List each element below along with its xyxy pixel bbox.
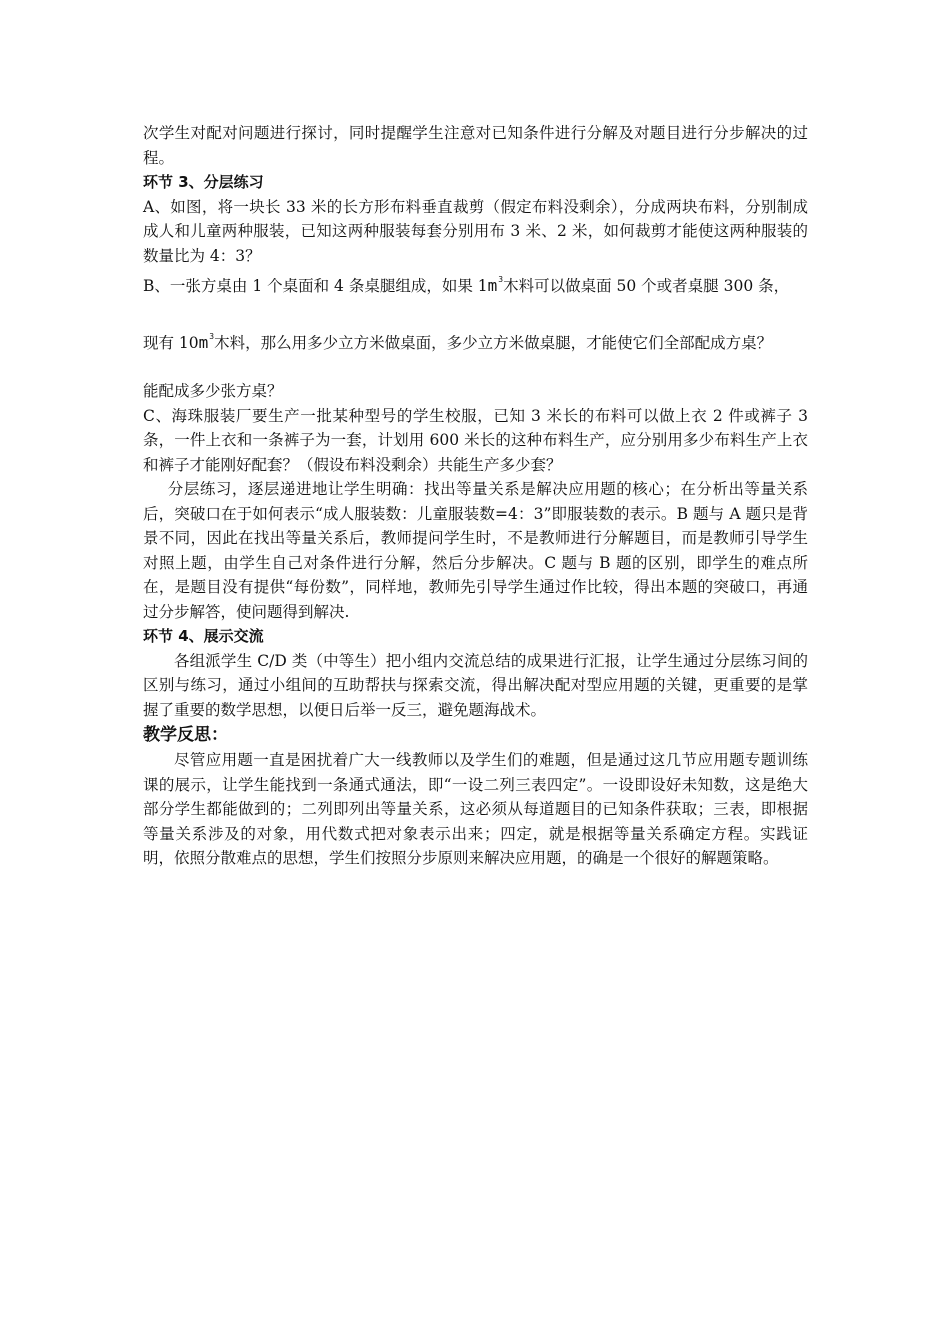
reflection-body: 尽管应用题一直是困扰着广大一线教师以及学生们的难题，但是通过这几节应用题专题训练课的展示，让学生能找到一条通式通法，即“一设二列三表四定”。一设即设好未知数，这是绝大部分学生都能做到的；二列即列出等量关系，这必须从每道题目的已知条件获取；三表，即根据等量关系涉及的对象，用代数式把对象表示出来；四定，就是根据等量关系确定方程。实践证明，依照分散难点的思想，学生们按照分步原则来解决应用题，的确是一个很好的解题策略。 [143, 751, 808, 867]
section-3-heading: 环节 3、分层练习 [143, 173, 264, 191]
document-page [143, 121, 808, 871]
problem-b-text-1: B、一张方桌由 1 个桌面和 4 条桌腿组成，如果 1 [143, 277, 488, 295]
problem-b-text-3: 现有 10 [143, 333, 199, 352]
problem-b-paragraph-cont [143, 325, 808, 356]
section-4-body: 各组派学生 C/D 类（中等生）把小组内交流总结的成果进行汇报，让学生通过分层练习间的区别与练习，通过小组间的互助帮扶与探索交流，得出解决配对型应用题的关键，更重要的是掌握了重要的数学思想，以便日后举一反三，避免题海战术。 [143, 651, 808, 719]
problem-c-paragraph: C、海珠服装厂要生产一批某种型号的学生校服，已知 3 米长的布料可以做上衣 2 件或裤子 3 条，一件上衣和一条裤子为一套，计划用 600 米长的这种布料生产，应分别用多少布料生产上衣和裤子才能刚好配套？（假设布料没剩余）共能生产多少套？ [143, 406, 808, 474]
problem-b-text-2: 木料可以做桌面 50 个或者桌腿 300 条， [503, 277, 790, 295]
cubic-meter-unit: $m^3$ [487, 275, 504, 295]
problem-b-text-4: 木料，那么用多少立方米做桌面，多少立方米做桌腿，才能使它们全部配成方桌？ [214, 333, 773, 352]
problem-b-paragraph [143, 268, 808, 299]
intro-paragraph: 次学生对配对问题进行探讨，同时提醒学生注意对已知条件进行分解及对题目进行分步解决的过程。 [143, 124, 808, 167]
section-4-heading: 环节 4、展示交流 [143, 627, 264, 645]
problem-a-paragraph: A、如图，将一块长 33 米的长方形布料垂直裁剪（假定布料没剩余），分成两块布料，分别制成成人和儿童两种服装，已知这两种服装每套分别用布 3 米、2 米，如何裁剪才能使这两种服装的数量比为 4：3？ [143, 197, 808, 265]
practice-note-paragraph: 分层练习，逐层递进地让学生明确：找出等量关系是解决应用题的核心；在分析出等量关系后，突破口在于如何表示“成人服装数：儿童服装数=4：3”即服装数的表示。B 题与 A 题只是背景不同，因此在找出等量关系后，教师提问学生时，不是教师进行分解题目，而是教师引导学生对照上题，由学生自己对条件进行分解，然后分步解决。C 题与 B 题的区别，即学生的难点所在，是题目没有提供“每份数”，同样地，教师先引导学生通过作比较，得出本题的突破口，再通过分步解答，使问题得到解决. [143, 480, 808, 621]
reflection-heading: 教学反思： [143, 725, 228, 745]
problem-b-question: 能配成多少张方桌？ [143, 382, 283, 400]
cubic-meter-unit: $m^3$ [198, 331, 215, 352]
